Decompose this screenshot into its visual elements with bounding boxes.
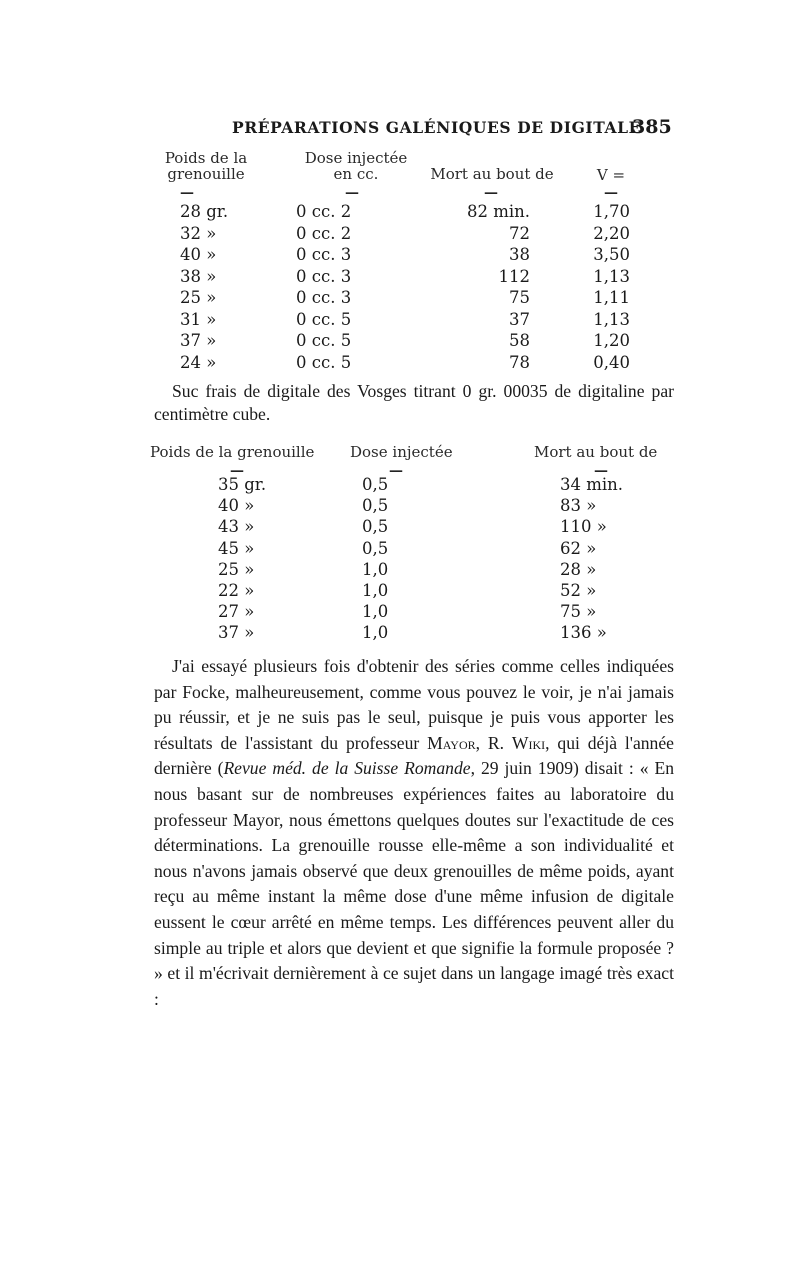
header-dash: — — [604, 185, 618, 201]
journal-title: Revue méd. de la Suisse Romande — [223, 758, 471, 779]
header-dash: — — [230, 463, 244, 479]
body-text-2: , R. — [475, 732, 512, 753]
cell-death: 52 » — [560, 581, 597, 600]
table-frog-dose-death — [0, 444, 800, 644]
cell-weight: 43 » — [218, 517, 255, 537]
table-row — [0, 202, 800, 224]
cell-dose: 1,0 — [362, 623, 389, 643]
col-header-death: Mort au bout de — [430, 165, 554, 183]
cell-death: 78 — [509, 352, 530, 372]
cell-dose: 0,5 — [362, 538, 389, 558]
page-number: 385 — [632, 116, 672, 138]
cell-weight: 40 » — [180, 245, 217, 264]
table-row — [0, 517, 800, 539]
cell-death: 37 — [509, 309, 530, 329]
table-row — [0, 310, 800, 332]
cell-dose: 0 cc. 5 — [296, 331, 352, 350]
cell-death: 58 — [509, 331, 530, 350]
cell-weight: 40 » — [218, 496, 255, 516]
table-row — [0, 623, 800, 645]
cell-weight: 32 » — [180, 223, 217, 243]
header-dash: — — [345, 185, 359, 201]
name-wiki: Wiki — [511, 732, 546, 753]
table-row — [0, 288, 800, 310]
running-header — [0, 118, 800, 148]
cell-weight: 25 » — [180, 288, 217, 307]
col-header-v: V = — [596, 166, 626, 184]
cell-v: 1,13 — [593, 266, 630, 286]
cell-death: 82 min. — [466, 202, 530, 221]
cell-death: 72 — [509, 223, 530, 243]
cell-weight: 25 » — [218, 559, 255, 579]
col-header-dose: Dose injectée en cc. — [304, 149, 408, 183]
cell-dose: 0 cc. 3 — [296, 245, 352, 264]
cell-v: 3,50 — [593, 245, 630, 264]
cell-weight: 22 » — [218, 581, 255, 600]
cell-v: 1,13 — [593, 309, 630, 329]
cell-death: 83 » — [560, 496, 597, 516]
header-dash: — — [594, 463, 608, 479]
body-text-4: , 29 juin 1909) disait : « En nous basant sur de nombreuses expériences faites au laboratoire du professeur Mayor, nous émettons quelques doutes sur l'exactitude de ces déterminations. La grenouille rousse elle-même a son individualité et nous n'avons jamais observé que deux grenouilles de même poids, ayant reçu au même instant la même dose d'une même infusion de digitale eussent le cœur arrêté en même temps. Les différences peuvent aller du simple au triple et alors que devient et que signifie la formule proposée ? » et il m'écrivait dernièrement à ce sujet dans un langage imagé très exact : — [154, 758, 674, 1009]
cell-dose: 0 cc. 2 — [296, 202, 352, 221]
cell-dose: 1,0 — [362, 581, 389, 600]
body-text-1: J'ai essayé plusieurs fois d'obtenir des séries comme celles indiquées par Focke, malheureusement, comme vous pouvez le voir, je n'ai jamais pu réussir, et je ne suis pas le seul, puisque je puis vous apporter les résultats de l'assistant du professeur — [154, 656, 674, 753]
table-row — [0, 496, 800, 518]
table-row — [0, 581, 800, 603]
table-row — [0, 331, 800, 353]
header-dash: — — [180, 185, 194, 201]
table-row — [0, 560, 800, 582]
table-row — [0, 539, 800, 561]
cell-v: 2,20 — [593, 223, 630, 243]
cell-dose: 0,5 — [362, 496, 389, 516]
cell-weight: 35 gr. — [218, 475, 267, 494]
header-dash: — — [389, 463, 403, 479]
cell-weight: 38 » — [180, 266, 217, 286]
cell-dose: 0 cc. 5 — [296, 309, 352, 329]
running-title: PRÉPARATIONS GALÉNIQUES DE DIGITALE — [232, 118, 642, 137]
cell-dose: 0,5 — [362, 517, 389, 537]
col-header-weight: Poids de la grenouille — [164, 149, 248, 183]
cell-weight: 24 » — [180, 352, 217, 372]
table-row — [0, 475, 800, 497]
cell-death: 38 — [509, 245, 530, 264]
cell-weight: 37 » — [180, 331, 217, 350]
cell-dose: 0 cc. 5 — [296, 352, 352, 372]
cell-death: 62 » — [560, 538, 597, 558]
cell-v: 1,11 — [593, 288, 630, 307]
header-dash: — — [484, 185, 498, 201]
cell-death: 75 » — [560, 602, 597, 622]
cell-weight: 37 » — [218, 623, 255, 643]
cell-dose: 1,0 — [362, 559, 389, 579]
table-row — [0, 602, 800, 624]
cell-weight: 31 » — [180, 309, 217, 329]
col-header-dose: Dose injectée — [350, 443, 453, 461]
cell-v: 0,40 — [593, 352, 630, 372]
cell-death: 112 — [498, 266, 530, 286]
caption-text: Suc frais de digitale des Vosges titrant 0 gr. 00035 de digitaline par centimètre cube. — [154, 381, 674, 424]
body-paragraph — [154, 654, 674, 1012]
cell-weight: 45 » — [218, 538, 255, 558]
cell-weight: 27 » — [218, 602, 255, 622]
table-caption — [154, 380, 674, 426]
cell-death: 28 » — [560, 559, 597, 579]
cell-death: 110 » — [560, 517, 607, 537]
table-row — [0, 245, 800, 267]
col-header-death: Mort au bout de — [534, 443, 658, 461]
cell-weight: 28 gr. — [180, 202, 229, 221]
table-row — [0, 224, 800, 246]
cell-v: 1,70 — [593, 202, 630, 221]
body-text-3: , qui déjà l'année dernière ( — [154, 732, 674, 779]
cell-dose: 0 cc. 3 — [296, 266, 352, 286]
cell-death: 75 — [509, 288, 530, 307]
cell-v: 1,20 — [593, 331, 630, 350]
cell-dose: 0 cc. 2 — [296, 223, 352, 243]
cell-dose: 0,5 — [362, 475, 389, 494]
col-header-weight: Poids de la grenouille — [150, 443, 315, 461]
name-mayor: Mayor — [427, 732, 476, 753]
cell-death: 136 » — [560, 623, 607, 643]
cell-dose: 0 cc. 3 — [296, 288, 352, 307]
table-frog-dose-v — [0, 150, 800, 376]
cell-death: 34 min. — [560, 475, 624, 494]
table-row — [0, 353, 800, 375]
cell-dose: 1,0 — [362, 602, 389, 622]
table-row — [0, 267, 800, 289]
